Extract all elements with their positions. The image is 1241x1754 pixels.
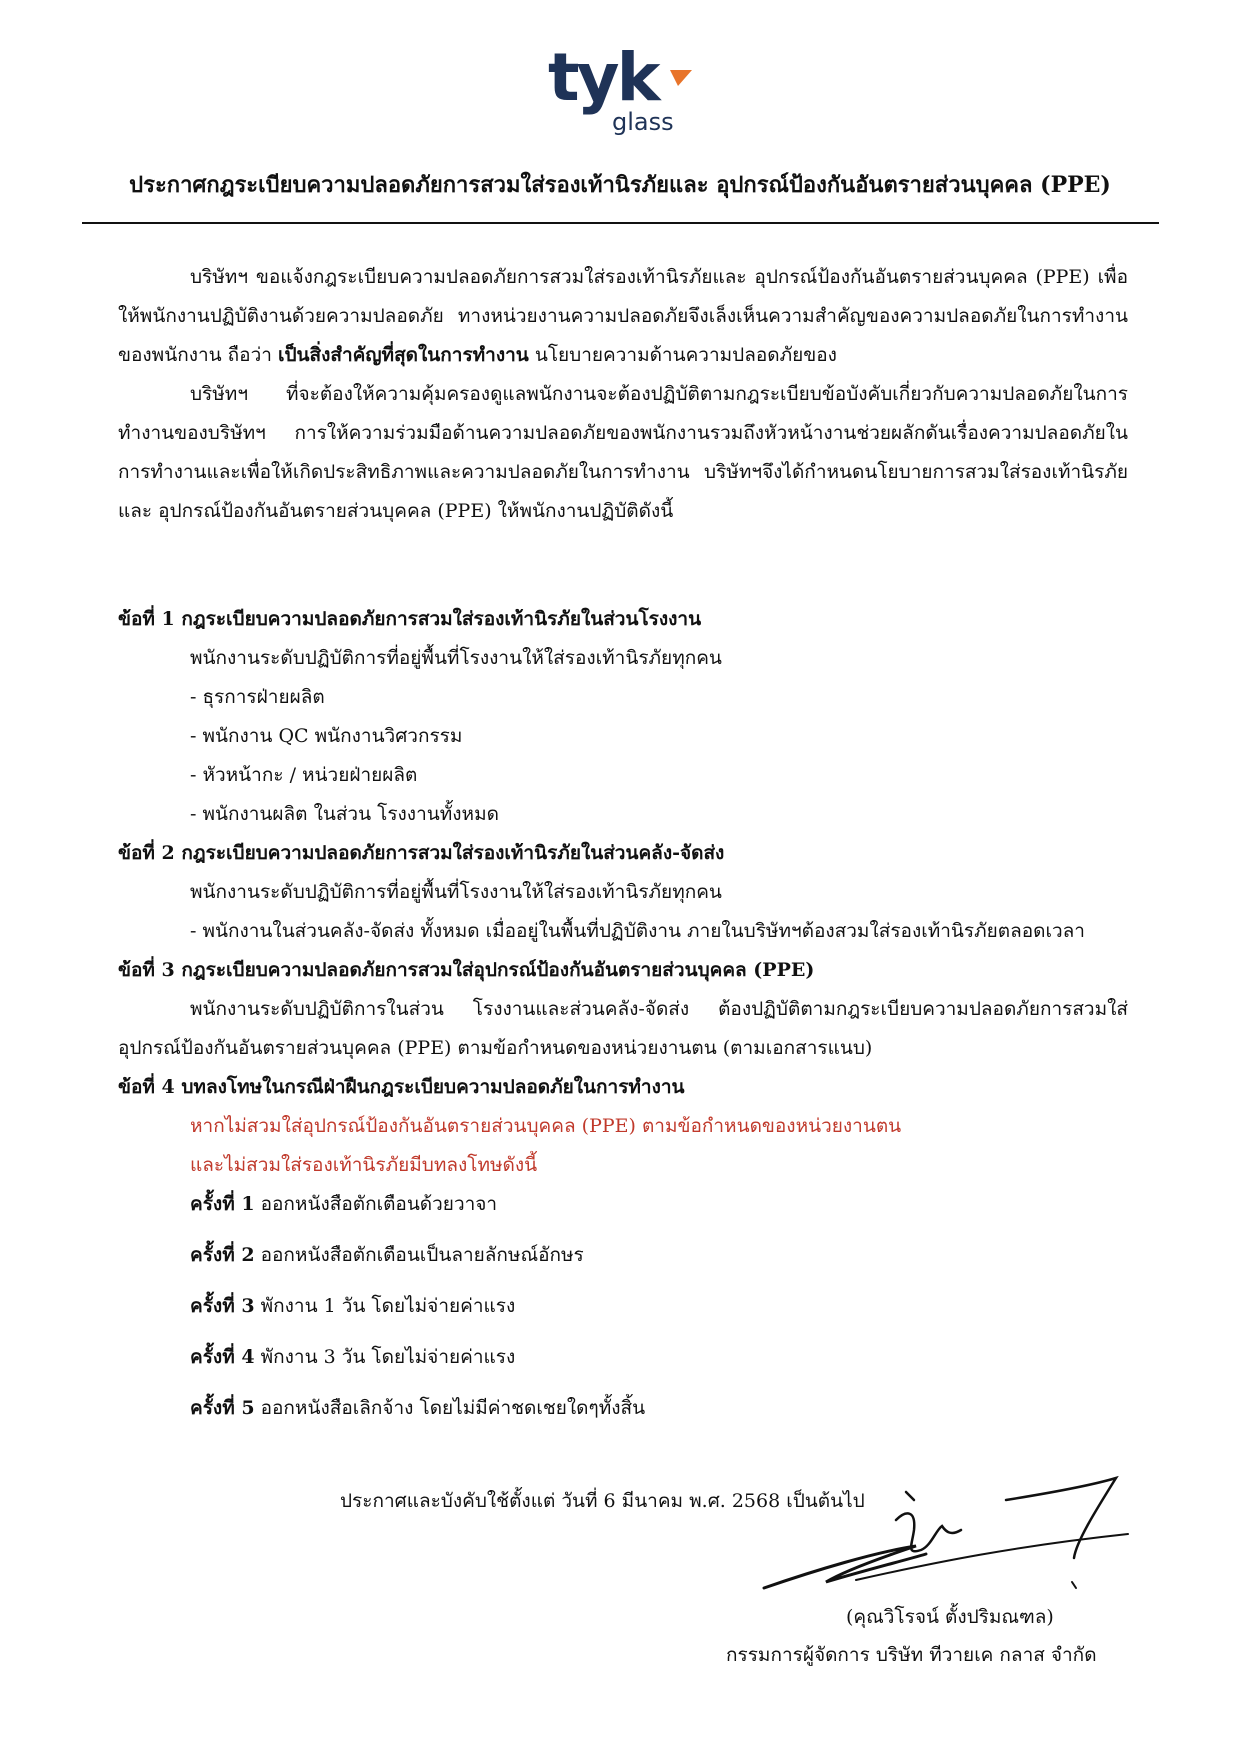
signer-title: กรรมการผู้จัดการ บริษัท ทีวายเค กลาส จำกัด: [726, 1644, 1097, 1666]
title-divider: [82, 222, 1159, 224]
intro-section: [118, 258, 1128, 531]
tyk-glass-logo: [546, 40, 696, 136]
logo-main-text: tyk: [548, 40, 658, 116]
penalty-item: ครั้งที่ 2 ออกหนังสือตักเตือนเป็นลายลักษณ์อักษร: [190, 1244, 584, 1266]
section-2-item: - พนักงานในส่วนคลัง-จัดส่ง ทั้งหมด เมื่ออยู่ในพื้นที่ปฏิบัติงาน ภายในบริษัทฯต้องสวมใส่รองเท้านิรภัยตลอดเวลา: [190, 920, 1085, 942]
section-1-item: - พนักงานผลิต ในส่วน โรงงานทั้งหมด: [190, 803, 499, 825]
effective-date-statement: ประกาศและบังคับใช้ตั้งแต่ วันที่ 6 มีนาคม พ.ศ. 2568 เป็นต้นไป: [340, 1490, 865, 1512]
section-1-item: - พนักงาน QC พนักงานวิศวกรรม: [190, 725, 463, 747]
section-2-lead: พนักงานระดับปฏิบัติการที่อยู่พื้นที่โรงงานให้ใส่รองเท้านิรภัยทุกคน: [190, 881, 722, 903]
section-4-heading: ข้อที่ 4 บทลงโทษในกรณีฝ่าฝืนกฎระเบียบความปลอดภัยในการทำงาน: [118, 1076, 685, 1098]
logo-sub-text: glass: [612, 108, 674, 136]
section-1-heading: ข้อที่ 1 กฎระเบียบความปลอดภัยการสวมใส่รองเท้านิรภัยในส่วนโรงงาน: [118, 608, 702, 630]
signer-name: (คุณวิโรจน์ ตั้งปริมณฑล): [846, 1606, 1054, 1628]
page-title: ประกาศกฎระเบียบความปลอดภัยการสวมใส่รองเท้านิรภัยและ อุปกรณ์ป้องกันอันตรายส่วนบุคคล (PPE): [129, 172, 1111, 198]
handwritten-signature: [756, 1470, 1136, 1600]
penalty-item: ครั้งที่ 4 พักงาน 3 วัน โดยไม่จ่ายค่าแรง: [190, 1346, 516, 1368]
intro-paragraph-2: บริษัทฯ ที่จะต้องให้ความคุ้มครองดูแลพนักงานจะต้องปฏิบัติตามกฎระเบียบข้อบังคับเกี่ยวกับความปลอดภัยในการทำงานของบริษัทฯ การให้ความร่วมมือด้านความปลอดภัยของพนักงานรวมถึงหัวหน้างานช่วยผลักดันเรื่องความปลอดภัยในการทำงานและเพื่อให้เกิดประสิทธิภาพและความปลอดภัยในการทำงาน บริษัทฯจึงได้กำหนดนโยบายการสวมใส่รองเท้านิรภัยและ อุปกรณ์ป้องกันอันตรายส่วนบุคคล (PPE) ให้พนักงานปฏิบัติดังนี้: [118, 383, 1128, 522]
logo-accent-icon: [670, 70, 692, 86]
rules-section: [118, 600, 1128, 1428]
section-1-item: - หัวหน้ากะ / หน่วยฝ่ายผลิต: [190, 764, 418, 786]
section-3-heading: ข้อที่ 3 กฎระเบียบความปลอดภัยการสวมใส่อุปกรณ์ป้องกันอันตรายส่วนบุคคล (PPE): [118, 959, 815, 981]
penalty-warning-line-2: และไม่สวมใส่รองเท้านิรภัยมีบทลงโทษดังนี้: [190, 1154, 538, 1176]
penalty-warning-line-1: หากไม่สวมใส่อุปกรณ์ป้องกันอันตรายส่วนบุคคล (PPE) ตามข้อกำหนดของหน่วยงานตน: [190, 1115, 902, 1137]
section-2-heading: ข้อที่ 2 กฎระเบียบความปลอดภัยการสวมใส่รองเท้านิรภัยในส่วนคลัง-จัดส่ง: [118, 842, 725, 864]
penalty-item: ครั้งที่ 1 ออกหนังสือตักเตือนด้วยวาจา: [190, 1193, 498, 1215]
intro-paragraph-1: บริษัทฯ ขอแจ้งกฎระเบียบความปลอดภัยการสวมใส่รองเท้านิรภัยและ อุปกรณ์ป้องกันอันตรายส่วนบุคคล (PPE) เพื่อให้พนักงานปฏิบัติงานด้วยความปลอดภัย ทางหน่วยงานความปลอดภัยจึงเล็งเห็นความสำคัญของความปลอดภัยในการทำงานของพนักงาน ถือว่า เป็นสิ่งสำคัญที่สุดในการทำงาน นโยบายความด้านความปลอดภัยของ: [118, 266, 1128, 366]
section-3-body: พนักงานระดับปฏิบัติการในส่วน โรงงานและส่วนคลัง-จัดส่ง ต้องปฏิบัติตามกฎระเบียบความปลอดภัยการสวมใส่อุปกรณ์ป้องกันอันตรายส่วนบุคคล (PPE) ตามข้อกำหนดของหน่วยงานตน (ตามเอกสารแนบ): [118, 998, 1128, 1059]
penalty-item: ครั้งที่ 3 พักงาน 1 วัน โดยไม่จ่ายค่าแรง: [190, 1295, 516, 1317]
section-1-lead: พนักงานระดับปฏิบัติการที่อยู่พื้นที่โรงงานให้ใส่รองเท้านิรภัยทุกคน: [190, 647, 722, 669]
section-1-item: - ธุรการฝ่ายผลิต: [190, 686, 325, 708]
penalty-item: ครั้งที่ 5 ออกหนังสือเลิกจ้าง โดยไม่มีค่าชดเชยใดๆทั้งสิ้น: [190, 1397, 646, 1419]
